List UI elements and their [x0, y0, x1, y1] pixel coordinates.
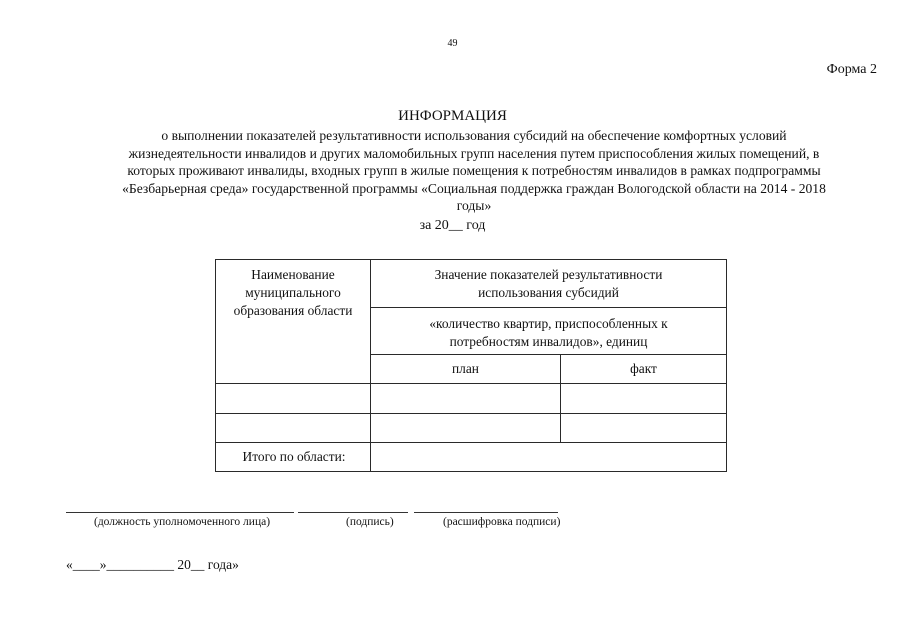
signature-line: [298, 512, 408, 513]
table-rule: [215, 442, 727, 443]
document-subtitle: [78, 127, 870, 215]
decoding-signature-line: [414, 512, 558, 513]
signature-caption: (подпись): [346, 516, 394, 528]
subtitle-line: «Безбарьерная среда» государственной программы «Социальная поддержка граждан Вологодской области на 2014 - 2018: [122, 180, 826, 196]
table-rule: [215, 413, 727, 414]
table-border-right: [726, 259, 727, 472]
table-rule: [215, 383, 727, 384]
position-caption: (должность уполномоченного лица): [94, 516, 271, 528]
decoding-caption: (расшифровка подписи): [443, 516, 561, 528]
page-number: 49: [447, 38, 458, 49]
header-line: Наименование: [251, 267, 335, 282]
fact-column-header: факт: [630, 361, 657, 376]
plan-column-header: план: [452, 361, 479, 376]
header-line: Значение показателей результативности: [434, 267, 663, 282]
table-rule: [370, 354, 727, 355]
subtitle-line: годы»: [456, 198, 492, 213]
document-title: ИНФОРМАЦИЯ: [398, 108, 507, 124]
table-border-left: [215, 259, 216, 472]
indicator-table: [215, 259, 727, 471]
header-line: потребностям инвалидов», единиц: [449, 334, 648, 349]
position-signature-line: [66, 512, 294, 513]
indicator-group-header: [371, 266, 726, 302]
date-line: «____»__________ 20__ года»: [66, 557, 239, 572]
header-line: образования области: [233, 303, 353, 318]
table-rule: [370, 307, 727, 308]
indicator-header: [371, 315, 726, 351]
header-line: муниципального: [245, 285, 341, 300]
subtitle-line: которых проживают инвалиды, входных групп в жилые помещения к потребностям инвалидов в рамках подпрограммы: [127, 163, 821, 178]
header-line: использования субсидий: [478, 285, 619, 300]
total-row-label: Итого по области:: [242, 449, 346, 464]
report-year-line: за 20__ год: [419, 218, 486, 233]
subtitle-line: о выполнении показателей результативности использования субсидий на обеспечение комфортных условий: [161, 128, 787, 143]
subtitle-line: жизнедеятельности инвалидов и других маломобильных групп населения путем приспособления жилых помещений, в: [128, 145, 820, 161]
municipality-column-header: [219, 266, 367, 320]
table-border-bottom: [215, 471, 727, 472]
table-border-top: [215, 259, 727, 260]
form-label: Форма 2: [826, 62, 877, 77]
header-line: «количество квартир, приспособленных к: [429, 316, 668, 331]
